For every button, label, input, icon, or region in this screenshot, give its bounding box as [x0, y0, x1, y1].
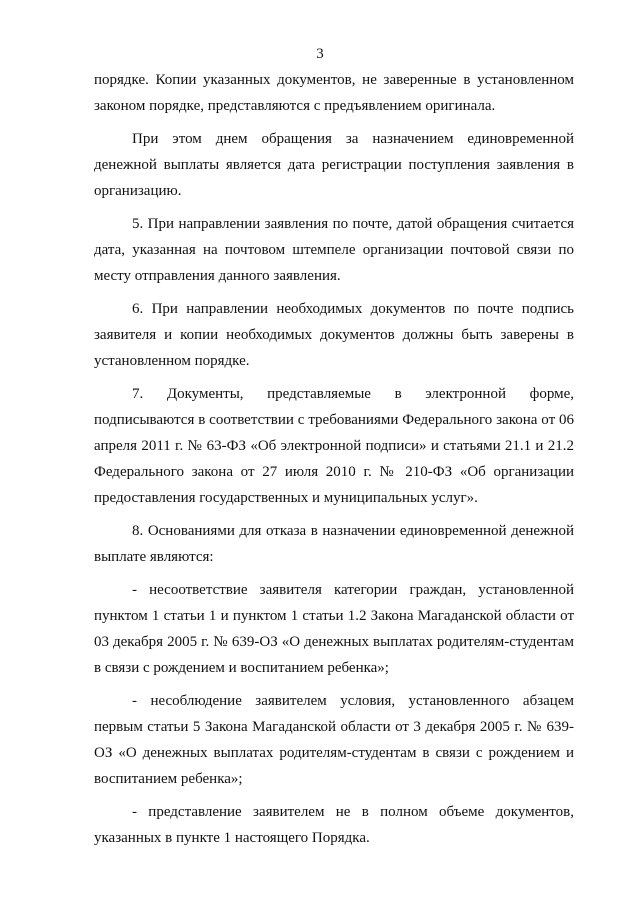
- list-item-refusal-2: - несоблюдение заявителем условия, установленного абзацем первым статьи 5 Закона Магаданской области от 3 декабря 2005 г. № 639-ОЗ «О денежных выплатах родителям-студентам в связи с рождением и воспитанием ребенка»;: [94, 693, 574, 787]
- list-item-refusal-3: - представление заявителем не в полном объеме документов, указанных в пункте 1 настоящего Порядка.: [94, 804, 574, 846]
- paragraph-item-6: 6. При направлении необходимых документов по почте подпись заявителя и копии необходимых документов должны быть заверены в установленном порядке.: [94, 301, 574, 369]
- paragraph-item-8: 8. Основаниями для отказа в назначении единовременной денежной выплате являются:: [94, 523, 574, 565]
- page-number: 3: [316, 46, 324, 62]
- list-item-refusal-1: - несоответствие заявителя категории граждан, установленной пунктом 1 статьи 1 и пунктом 1 статьи 1.2 Закона Магаданской области от 03 декабря 2005 г. № 639-ОЗ «О денежных выплатах родителям-студентам в связи с рождением и воспитанием ребенка»;: [94, 582, 574, 676]
- document-body: [94, 67, 574, 858]
- paragraph-item-5: 5. При направлении заявления по почте, датой обращения считается дата, указанная на почтовом штемпеле организации почтовой связи по месту отправления данного заявления.: [94, 216, 574, 284]
- paragraph-continuation: порядке. Копии указанных документов, не заверенные в установленном законом порядке, представляются с предъявлением оригинала.: [94, 72, 574, 114]
- paragraph-application-date: При этом днем обращения за назначением единовременной денежной выплаты является дата регистрации поступления заявления в организацию.: [94, 131, 574, 199]
- paragraph-item-7: 7. Документы, представляемые в электронной форме, подписываются в соответствии с требованиями Федерального закона от 06 апреля 2011 г. № 63-ФЗ «Об электронной подписи» и статьями 21.1 и 21.2 Федерального закона от 27 июля 2010 г. № 210-ФЗ «Об организации предоставления государственных и муниципальных услуг».: [94, 386, 574, 506]
